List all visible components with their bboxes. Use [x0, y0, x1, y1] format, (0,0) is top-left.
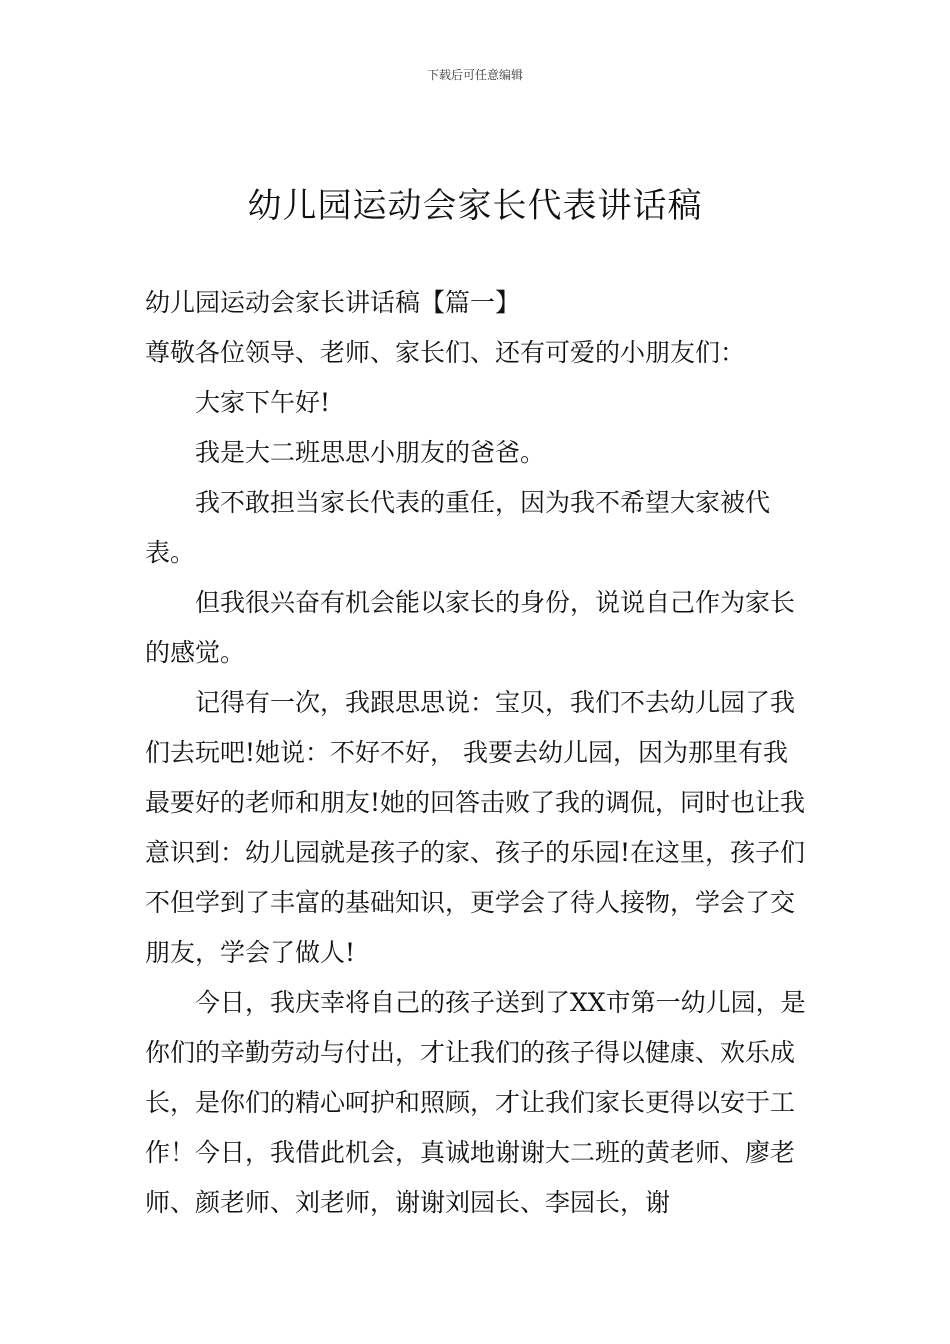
- paragraph-representative: 我不敢担当家长代表的重任，因为我不希望大家被代表。: [145, 488, 771, 567]
- paragraph-greeting: 大家下午好!: [195, 388, 331, 417]
- document-title: 幼儿园运动会家长代表讲话稿: [247, 186, 703, 226]
- section-heading: 幼儿园运动会家长讲话稿【篇一】: [145, 288, 521, 317]
- paragraph-anecdote: 记得有一次，我跟思思说：宝贝，我们不去幼儿园了我们去玩吧!她说：不好不好， 我要去幼儿园，因为那里有我最要好的老师和朋友!她的回答击败了我的调侃，同时也让我意识到：幼儿园就是孩子的家、孩子的乐园!在这里，孩子们不但学到了丰富的基础知识，更学会了待人接物，学会了交朋友，学会了做人!: [145, 688, 806, 967]
- salutation: 尊敬各位领导、老师、家长们、还有可爱的小朋友们：: [145, 338, 746, 367]
- paragraph-feeling: 但我很兴奋有机会能以家长的身份，说说自己作为家长的感觉。: [145, 588, 796, 667]
- paragraph-intro: 我是大二班思思小朋友的爸爸。: [195, 438, 546, 467]
- document-body: [145, 278, 810, 1228]
- header-note: 下载后可任意编辑: [426, 68, 523, 82]
- paragraph-thanks: 今日，我庆幸将自己的孩子送到了XX市第一幼儿园，是你们的辛勤劳动与付出，才让我们的孩子得以健康、欢乐成长，是你们的精心呵护和照顾，才让我们家长更得以安于工作！今日，我借此机会，真诚地谢谢大二班的黄老师、廖老师、颜老师、刘老师，谢谢刘园长、李园长，谢: [145, 988, 806, 1217]
